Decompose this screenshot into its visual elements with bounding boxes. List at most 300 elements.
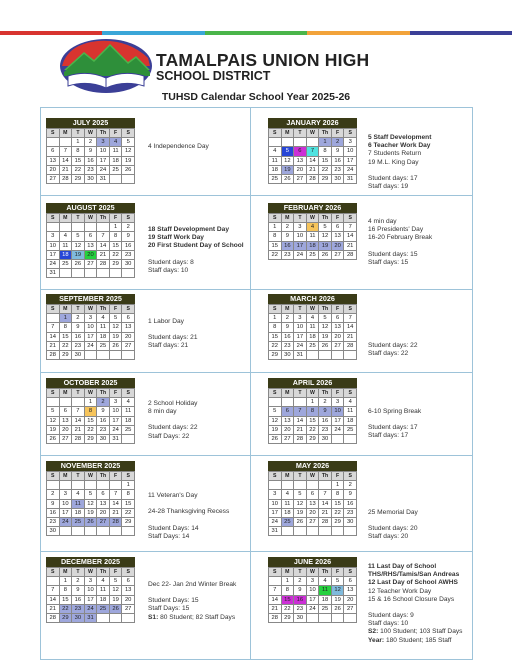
holiday-note: 25 Memorial Day [368,509,418,516]
day-count: Student days: 8 [148,258,194,266]
row-divider [40,372,473,373]
day-cell: 4 [319,577,332,586]
day-cell: 10 [331,407,344,416]
day-cell [294,138,307,147]
day-cell [344,613,357,622]
day-cell: 21 [47,604,60,613]
day-cell: 27 [59,434,72,443]
weekday-header: S [344,389,357,398]
day-cell: 17 [84,595,97,604]
note-spacer [368,243,432,251]
day-cell: 23 [84,165,97,174]
week-row [269,613,357,622]
day-cell [84,481,97,490]
day-cell: 16 [344,499,357,508]
month-header: MAY 2026 [268,461,357,471]
weekday-header: Th [97,129,110,138]
day-cell [47,577,60,586]
day-cell: 14 [269,595,282,604]
week-row [47,398,135,407]
month-calendar-may [268,461,357,536]
day-cell: 11 [59,241,72,250]
accent-orange [307,31,409,35]
day-cell: 12 [109,323,122,332]
weekday-header: M [59,214,72,223]
day-cell: 23 [281,250,294,259]
month-header: JANUARY 2026 [268,118,357,128]
day-cell: 16 [319,416,332,425]
weekday-header: W [84,472,97,481]
day-cell: 3 [331,398,344,407]
week-row [47,517,135,526]
weekday-header: W [306,305,319,314]
day-cell: 6 [59,407,72,416]
weekday-header: Th [319,568,332,577]
day-cell: 16 [72,595,85,604]
day-cell [306,613,319,622]
day-cell: 24 [47,259,60,268]
month-calendar-october [46,378,135,444]
weekday-header: F [331,305,344,314]
day-cell: 8 [269,232,282,241]
day-cell: 9 [281,232,294,241]
day-cell: 17 [306,595,319,604]
day-cell [269,398,282,407]
week-row [269,223,357,232]
weekday-header: S [344,568,357,577]
day-cell: 11 [281,499,294,508]
note-spacer [368,604,462,612]
district-logo-icon [58,36,154,94]
day-cell: 17 [344,156,357,165]
month-calendar-august [46,203,135,278]
day-cell: 18 [306,332,319,341]
day-cell [59,269,72,278]
day-cell [59,223,72,232]
day-cell: 10 [294,232,307,241]
note-spacer [148,517,229,525]
month-notes-january [368,134,431,191]
day-cell: 20 [331,241,344,250]
day-cell: 15 [306,416,319,425]
week-row [269,174,357,183]
day-cell: 8 [331,490,344,499]
day-cell: 21 [294,425,307,434]
week-row [47,416,135,425]
day-cell: 30 [47,527,60,536]
day-cell: 2 [331,138,344,147]
day-cell: 6 [47,147,60,156]
day-cell: 30 [344,517,357,526]
day-cell: 19 [109,595,122,604]
day-cell: 6 [84,232,97,241]
day-cell [122,174,135,183]
day-cell: 30 [319,434,332,443]
day-cell: 13 [306,499,319,508]
day-cell: 11 [97,323,110,332]
week-row [47,577,135,586]
weekday-header: T [72,305,85,314]
day-cell: 30 [72,613,85,622]
weekday-header: T [294,568,307,577]
holiday-note: 20 First Student Day of School [148,242,244,250]
weekday-header: S [122,568,135,577]
day-cell: 18 [59,250,72,259]
day-cell: 10 [97,147,110,156]
day-cell: 5 [281,147,294,156]
week-row [269,434,357,443]
day-count: Student Days: 14 [148,524,199,532]
day-count: Student days: 21 [148,334,198,342]
day-cell: 8 [84,407,97,416]
week-row [269,138,357,147]
day-cell: 29 [84,434,97,443]
day-cell: 3 [97,138,110,147]
holiday-note: 19 Staff Work Day [148,234,204,242]
day-cell: 16 [97,416,110,425]
day-cell [59,527,72,536]
day-cell: 12 [269,416,282,425]
day-cell: 13 [47,156,60,165]
day-cell [319,613,332,622]
day-cell: 21 [47,341,60,350]
weekday-header: T [294,472,307,481]
day-cell: 19 [294,508,307,517]
week-row [47,156,135,165]
day-cell: 2 [72,577,85,586]
week-row [269,156,357,165]
weekday-header: S [269,214,282,223]
day-cell [97,481,110,490]
week-row [269,147,357,156]
day-cell: 11 [109,147,122,156]
month-grid [268,128,357,184]
weekday-header: M [281,129,294,138]
accent-blue [102,31,204,35]
week-row [47,613,135,622]
day-cell: 26 [72,259,85,268]
accent-green [205,31,307,35]
weekday-header: Th [97,568,110,577]
column-divider [250,107,251,660]
day-cell: 12 [122,147,135,156]
day-cell: 11 [344,407,357,416]
day-cell: 18 [281,508,294,517]
day-cell: 20 [122,332,135,341]
day-cell: 10 [84,586,97,595]
day-cell: 4 [122,398,135,407]
day-cell [109,269,122,278]
week-row [269,241,357,250]
weekday-header: S [47,568,60,577]
month-header: MARCH 2026 [268,294,357,304]
day-cell: 4 [109,138,122,147]
day-cell: 7 [269,586,282,595]
day-cell: 16 [72,332,85,341]
day-cell: 4 [269,147,282,156]
day-cell [294,527,307,536]
day-cell: 26 [47,434,60,443]
month-calendar-february [268,203,357,260]
day-cell: 8 [59,323,72,332]
day-cell [97,223,110,232]
day-cell: 6 [331,223,344,232]
month-header: DECEMBER 2025 [46,557,135,567]
day-cell: 9 [97,407,110,416]
day-cell: 3 [269,490,282,499]
day-cell: 15 [331,499,344,508]
week-row [269,604,357,613]
day-cell: 30 [72,350,85,359]
day-cell [281,527,294,536]
day-cell: 8 [281,586,294,595]
day-cell: 6 [122,577,135,586]
weekday-header: F [331,472,344,481]
holiday-note: 16-20 February Break [368,234,433,242]
weekday-header: F [109,568,122,577]
day-cell [344,350,357,359]
day-cell: 14 [294,416,307,425]
day-cell: 30 [294,613,307,622]
day-cell: 14 [97,241,110,250]
day-cell: 21 [72,425,85,434]
day-cell: 3 [294,223,307,232]
week-row [47,138,135,147]
week-row [47,259,135,268]
month-notes-september [148,318,198,351]
day-cell: 9 [72,323,85,332]
day-cell: 16 [281,241,294,250]
holiday-note: 16 Presidents' Day [368,226,424,234]
weekday-header: S [269,389,282,398]
district-name-line1: TAMALPAIS UNION HIGH [156,50,370,70]
note-spacer [148,326,198,334]
day-cell [97,613,110,622]
day-cell: 20 [344,595,357,604]
day-cell: 4 [72,490,85,499]
weekday-header: T [294,305,307,314]
weekday-header: M [281,389,294,398]
day-count: Student days: 22 [148,424,198,432]
week-row [47,350,135,359]
note-spacer [368,517,418,525]
holiday-note: 12 Teacher Work Day [368,587,432,595]
day-cell [84,223,97,232]
day-cell: 18 [269,165,282,174]
holiday-note: THS/RHS/Tamis/San Andreas [368,571,460,579]
day-cell: 2 [84,138,97,147]
week-row [47,604,135,613]
day-cell: 25 [344,425,357,434]
day-cell: 8 [319,147,332,156]
week-row [47,595,135,604]
day-cell: 8 [59,586,72,595]
weekday-header: M [59,472,72,481]
weekday-header: S [47,129,60,138]
day-cell: 21 [319,508,332,517]
day-cell: 25 [319,604,332,613]
weekday-header: M [59,305,72,314]
week-row [269,314,357,323]
month-header: NOVEMBER 2025 [46,461,135,471]
day-cell: 26 [331,604,344,613]
holiday-note: 8 min day [148,408,177,416]
day-cell: 12 [331,586,344,595]
day-cell: 5 [319,223,332,232]
week-row [47,508,135,517]
day-count: Student days: 9 [368,612,414,620]
weekday-header: Th [319,472,332,481]
month-grid [46,567,135,623]
day-cell: 7 [47,586,60,595]
day-cell: 29 [72,174,85,183]
day-cell: 22 [72,165,85,174]
day-cell: 20 [281,425,294,434]
day-cell: 10 [294,323,307,332]
month-calendar-july [46,118,135,184]
day-cell [331,613,344,622]
day-cell: 14 [72,416,85,425]
day-cell: 13 [331,323,344,332]
day-cell: 11 [319,586,332,595]
month-grid [268,471,357,536]
day-cell [331,527,344,536]
day-cell [331,434,344,443]
day-cell: 18 [122,416,135,425]
day-cell: 22 [319,165,332,174]
week-row [47,527,135,536]
day-cell: 9 [294,586,307,595]
day-cell: 7 [109,490,122,499]
day-cell [84,350,97,359]
day-cell: 9 [84,147,97,156]
day-cell [47,481,60,490]
weekday-header: F [109,389,122,398]
day-cell [294,398,307,407]
day-cell [97,269,110,278]
day-cell: 10 [84,323,97,332]
day-cell: 17 [84,332,97,341]
day-cell: 11 [306,232,319,241]
day-cell: 15 [84,416,97,425]
day-cell: 25 [122,425,135,434]
day-cell: 7 [319,490,332,499]
day-cell: 19 [47,425,60,434]
day-cell: 4 [306,314,319,323]
day-cell: 22 [59,604,72,613]
day-cell: 12 [319,323,332,332]
day-count: Student days: 20 [368,525,418,533]
day-cell: 1 [59,314,72,323]
day-cell: 10 [269,499,282,508]
weekday-header: F [331,129,344,138]
day-cell: 30 [84,174,97,183]
day-cell: 29 [281,613,294,622]
day-cell: 28 [344,250,357,259]
day-cell: 19 [109,332,122,341]
week-row [47,425,135,434]
day-cell [47,314,60,323]
day-cell: 3 [47,232,60,241]
day-cell: 24 [294,341,307,350]
day-cell: 24 [306,604,319,613]
month-grid [268,304,357,360]
day-cell: 17 [294,241,307,250]
weekday-header: W [84,214,97,223]
day-cell [109,527,122,536]
day-cell: 21 [269,604,282,613]
day-cell: 11 [122,407,135,416]
month-calendar-april [268,378,357,444]
month-notes-december [148,581,236,622]
weekday-header: S [269,568,282,577]
day-cell: 5 [269,407,282,416]
day-cell: 26 [109,341,122,350]
day-cell: 19 [319,241,332,250]
weekday-header: S [344,214,357,223]
day-cell: 29 [269,350,282,359]
day-cell [281,481,294,490]
day-cell [269,577,282,586]
day-cell [344,527,357,536]
day-cell: 7 [97,232,110,241]
day-cell [269,138,282,147]
month-grid [268,388,357,444]
weekday-header: F [331,389,344,398]
day-cell: 23 [319,425,332,434]
month-notes-october [148,400,198,441]
day-cell: 13 [59,416,72,425]
weekday-header: S [122,214,135,223]
weekday-header: F [331,214,344,223]
month-header: AUGUST 2025 [46,203,135,213]
week-row [269,586,357,595]
day-cell: 6 [306,490,319,499]
day-cell: 3 [294,314,307,323]
day-cell: 18 [97,595,110,604]
day-cell: 1 [269,223,282,232]
day-cell: 18 [97,332,110,341]
day-cell: 21 [344,241,357,250]
month-notes-august [148,226,244,275]
day-cell: 23 [72,604,85,613]
day-cell [109,613,122,622]
weekday-header: Th [97,305,110,314]
day-cell: 1 [72,138,85,147]
week-row [47,232,135,241]
week-row [47,165,135,174]
day-cell: 25 [306,341,319,350]
day-cell [122,269,135,278]
day-cell: 5 [47,407,60,416]
week-row [269,481,357,490]
weekday-header: F [109,214,122,223]
day-cell: 3 [84,314,97,323]
day-cell: 25 [59,259,72,268]
day-cell: 25 [269,174,282,183]
day-cell: 6 [122,314,135,323]
day-cell: 20 [84,250,97,259]
day-cell: 15 [269,241,282,250]
accent-red [0,31,102,35]
day-cell: 29 [109,259,122,268]
day-cell: 6 [294,147,307,156]
day-cell: 1 [331,481,344,490]
document-title: TUHSD Calendar School Year 2025-26 [161,91,351,103]
day-cell: 14 [47,332,60,341]
week-row [269,250,357,259]
day-cell [97,350,110,359]
